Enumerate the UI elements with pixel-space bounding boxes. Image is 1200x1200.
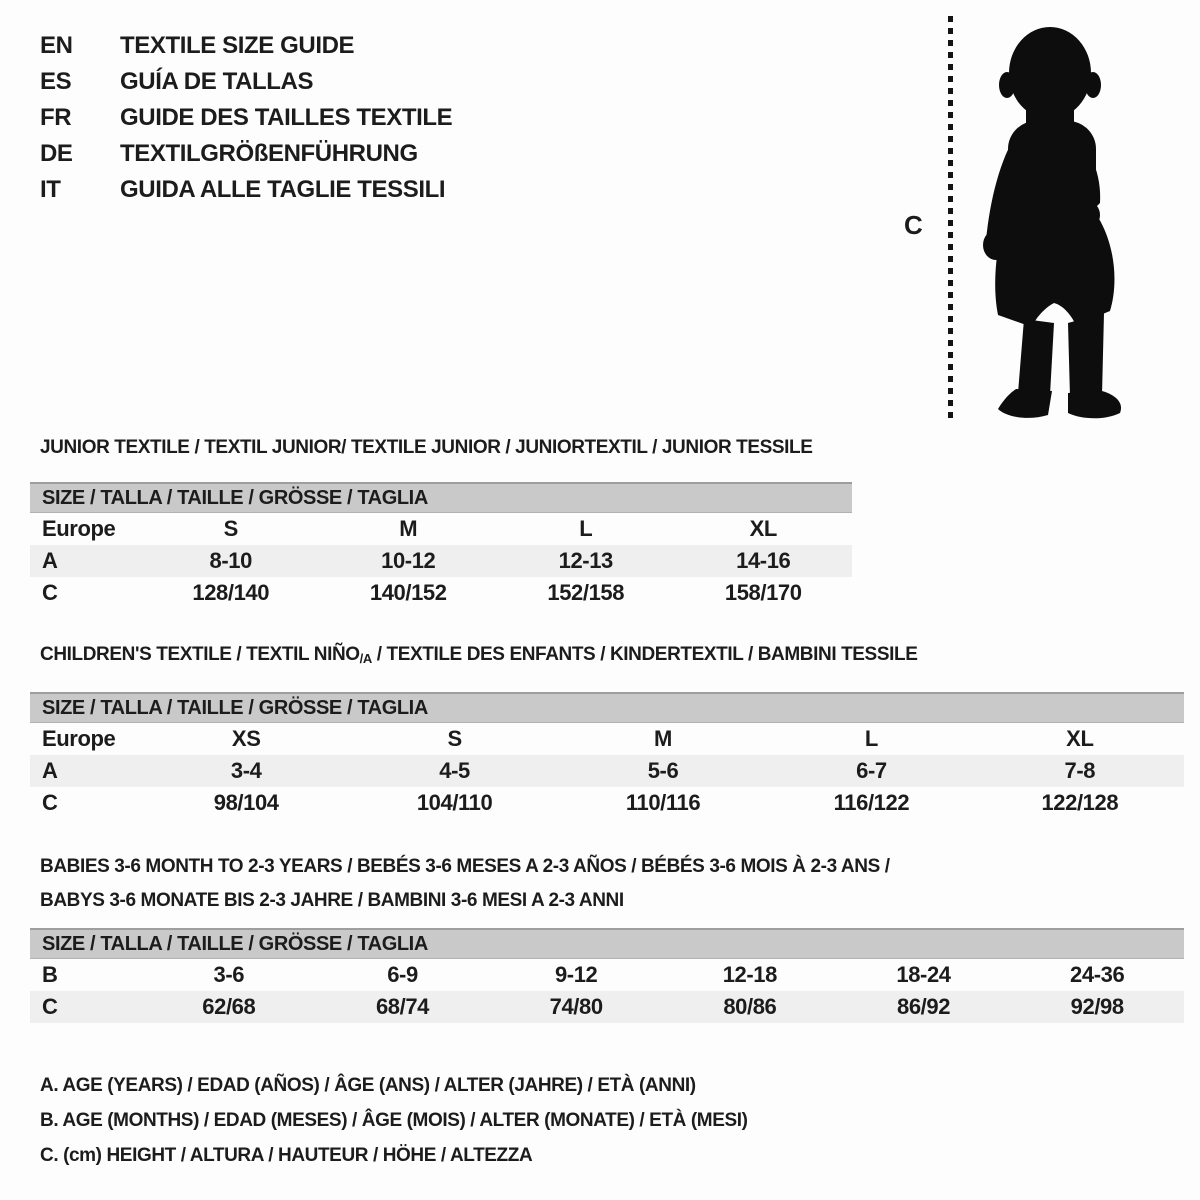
size-cell: XL — [1066, 726, 1094, 751]
table-row-height-cm — [30, 787, 1184, 819]
table-row-age-years — [30, 755, 1184, 787]
language-row-it — [40, 172, 452, 208]
height-cell: 140/152 — [369, 580, 447, 605]
age-cell: 3-4 — [230, 758, 262, 783]
size-cell: XL — [749, 516, 777, 541]
babies-size-table — [30, 928, 1184, 1023]
children-section-title — [40, 643, 917, 667]
height-cell: 74/80 — [549, 994, 603, 1019]
legend-age-months: B. AGE (MONTHS) / EDAD (MESES) / ÂGE (MOIS) / ALTER (MONATE) / ETÀ (MESI) — [40, 1110, 748, 1131]
language-title-list — [40, 28, 452, 208]
language-code: IT — [40, 176, 61, 203]
row-label: C — [42, 790, 58, 815]
height-cell: 122/128 — [1041, 790, 1119, 815]
babies-section-title — [40, 850, 890, 918]
height-cell: 110/116 — [625, 790, 701, 815]
guide-title-it: GUIDA ALLE TAGLIE TESSILI — [120, 176, 446, 203]
size-cell: S — [447, 726, 462, 751]
junior-section-title: JUNIOR TEXTILE / TEXTIL JUNIOR/ TEXTILE JUNIOR / JUNIORTEXTIL / JUNIOR TESSILE — [40, 437, 813, 458]
measurement-legend — [40, 1068, 748, 1173]
children-title-suffix: / TEXTILE DES ENFANTS / KINDERTEXTIL / BAMBINI TESSILE — [371, 644, 918, 665]
height-cell: 98/104 — [213, 790, 279, 815]
height-cell: 152/158 — [547, 580, 625, 605]
height-cell: 68/74 — [375, 994, 430, 1019]
table-row-europe — [30, 513, 852, 545]
babies-title-line2: BABYS 3-6 MONATE BIS 2-3 JAHRE / BAMBINI 3-6 MESI A 2-3 ANNI — [40, 890, 624, 911]
guide-title-es: GUÍA DE TALLAS — [120, 68, 314, 95]
language-row-en — [40, 28, 452, 64]
children-title-sub: /A — [359, 651, 372, 666]
size-header-band — [30, 928, 1184, 959]
size-header-text: SIZE / TALLA / TAILLE / GRÖSSE / TAGLIA — [42, 486, 428, 509]
height-cell: 104/110 — [416, 790, 493, 815]
age-cell: 7-8 — [1064, 758, 1096, 783]
height-measure-dashed-line — [948, 16, 953, 420]
guide-title-en: TEXTILE SIZE GUIDE — [120, 32, 355, 59]
height-measure-label: C — [904, 210, 923, 240]
size-cell: M — [654, 726, 672, 751]
height-cell: 80/86 — [723, 994, 777, 1019]
size-cell: M — [399, 516, 418, 541]
age-cell: 12-18 — [722, 962, 777, 987]
size-header-band — [30, 482, 852, 513]
age-cell: 14-16 — [736, 548, 791, 573]
language-row-de — [40, 136, 452, 172]
age-cell: 6-9 — [387, 962, 418, 987]
size-header-band — [30, 692, 1184, 723]
size-header-text: SIZE / TALLA / TAILLE / GRÖSSE / TAGLIA — [42, 696, 428, 719]
legend-height-cm: C. (cm) HEIGHT / ALTURA / HAUTEUR / HÖHE / ALTEZZA — [40, 1145, 533, 1166]
row-label: C — [42, 994, 58, 1019]
babies-title-line1: BABIES 3-6 MONTH TO 2-3 YEARS / BEBÉS 3-6 MESES A 2-3 AÑOS / BÉBÉS 3-6 MOIS À 2-3 ANS / — [40, 856, 890, 877]
age-cell: 6-7 — [856, 758, 887, 783]
language-row-es — [40, 64, 452, 100]
legend-age-years: A. AGE (YEARS) / EDAD (AÑOS) / ÂGE (ANS) / ALTER (JAHRE) / ETÀ (ANNI) — [40, 1075, 696, 1096]
language-code: EN — [40, 32, 73, 59]
language-code: FR — [40, 104, 72, 131]
height-cell: 128/140 — [192, 580, 270, 605]
table-row-europe — [30, 723, 1184, 755]
row-label: A — [42, 548, 58, 573]
age-cell: 10-12 — [381, 548, 436, 573]
guide-title-fr: GUIDE DES TAILLES TEXTILE — [120, 104, 453, 131]
age-cell: 9-12 — [554, 962, 598, 987]
size-cell: S — [223, 516, 238, 541]
junior-size-table — [30, 482, 852, 609]
language-code: ES — [40, 68, 72, 95]
row-label: A — [42, 758, 58, 783]
size-header-text: SIZE / TALLA / TAILLE / GRÖSSE / TAGLIA — [42, 932, 428, 955]
language-row-fr — [40, 100, 452, 136]
size-cell: L — [579, 516, 593, 541]
age-cell: 12-13 — [558, 548, 613, 573]
height-cell: 158/170 — [724, 580, 802, 605]
row-label: C — [42, 580, 58, 605]
language-code: DE — [40, 140, 73, 167]
age-cell: 3-6 — [213, 962, 245, 987]
size-cell: L — [864, 726, 878, 751]
table-row-age-months — [30, 959, 1184, 991]
age-cell: 24-36 — [1070, 962, 1125, 987]
children-size-table — [30, 692, 1184, 819]
table-row-height-cm — [30, 991, 1184, 1023]
toddler-silhouette-icon — [962, 20, 1142, 422]
height-cell: 116/122 — [833, 790, 910, 815]
age-cell: 4-5 — [439, 758, 470, 783]
table-row-height-cm — [30, 577, 852, 609]
height-cell: 62/68 — [202, 994, 256, 1019]
age-cell: 8-10 — [209, 548, 252, 573]
height-cell: 92/98 — [1070, 994, 1124, 1019]
children-title-prefix: CHILDREN'S TEXTILE / TEXTIL NIÑO — [40, 644, 360, 665]
row-label: Europe — [42, 726, 116, 751]
age-cell: 18-24 — [896, 962, 951, 987]
table-row-age-years — [30, 545, 852, 577]
age-cell: 5-6 — [647, 758, 679, 783]
row-label: Europe — [42, 516, 116, 541]
row-label: B — [42, 962, 58, 987]
guide-title-de: TEXTILGRÖßENFÜHRUNG — [120, 140, 418, 167]
size-cell: XS — [231, 726, 261, 751]
height-cell: 86/92 — [896, 994, 951, 1019]
